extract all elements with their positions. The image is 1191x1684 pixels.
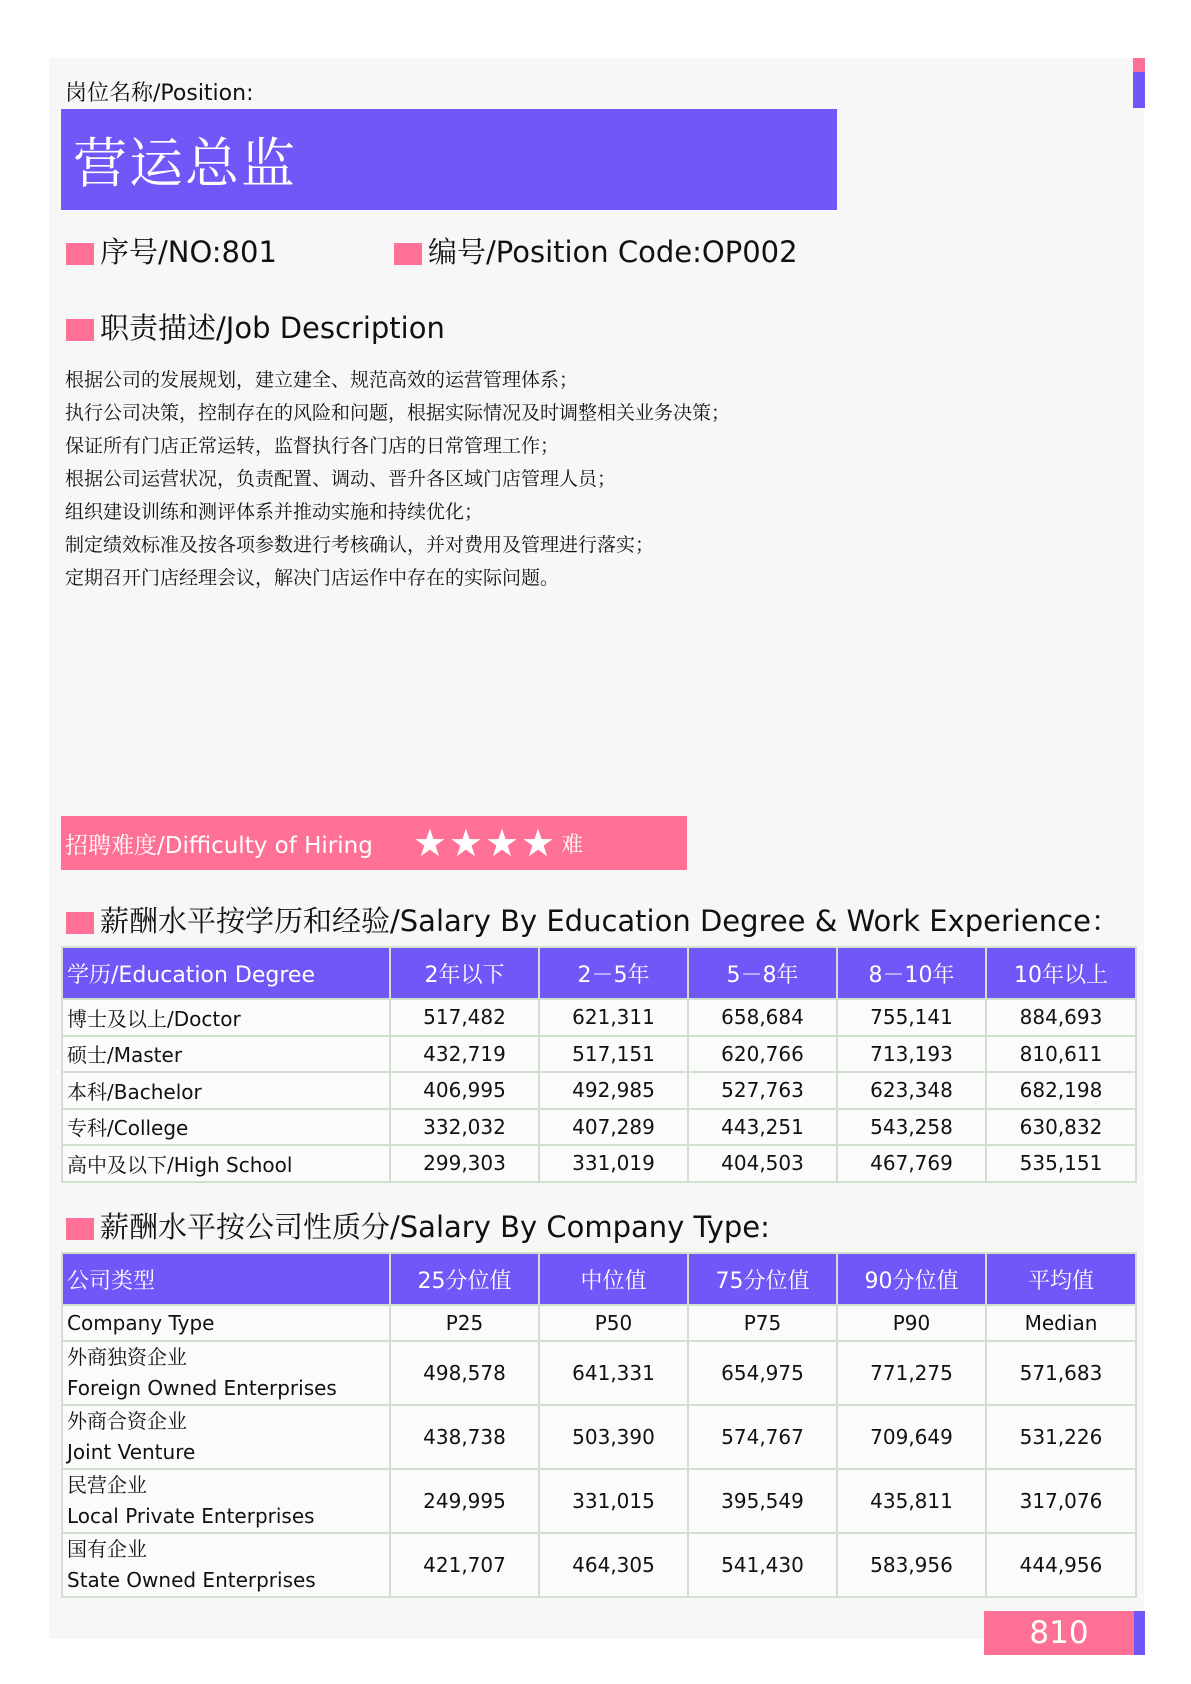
table-row	[62, 1036, 1136, 1073]
row-label: 高中及以下/High School	[62, 1145, 390, 1182]
row-label: 博士及以上/Doctor	[62, 999, 390, 1036]
salary-company-table	[61, 1252, 1137, 1598]
row-label	[62, 1469, 390, 1533]
job-description-heading-text: 职责描述/Job Description	[100, 311, 445, 345]
table-cell: 249,995	[390, 1469, 539, 1533]
table-cell: 621,311	[539, 999, 688, 1036]
job-description-line: 定期召开门店经理会议，解决门店运作中存在的实际问题。	[65, 567, 560, 589]
table-cell: 331,019	[539, 1145, 688, 1182]
column-header: 2年以下	[390, 947, 539, 999]
table-row	[62, 1145, 1136, 1182]
corner-decoration-pink	[1133, 58, 1145, 72]
table-header-row	[62, 1253, 1136, 1305]
table-row	[62, 1109, 1136, 1146]
corner-decoration-purple	[1133, 72, 1145, 108]
table-row	[62, 1405, 1136, 1469]
salary-company-heading	[66, 1205, 770, 1246]
pink-square-marker	[394, 243, 422, 265]
row-label-cn: 民营企业	[67, 1473, 147, 1497]
table-cell: 432,719	[390, 1036, 539, 1073]
job-description-line: 执行公司决策，控制存在的风险和问题，根据实际情况及时调整相关业务决策；	[65, 402, 731, 424]
pink-square-marker	[66, 319, 94, 341]
column-header: 中位值	[539, 1253, 688, 1305]
row-label	[62, 1533, 390, 1597]
row-label-en: State Owned Enterprises	[67, 1568, 316, 1592]
column-header: 平均值	[986, 1253, 1136, 1305]
job-description-list	[65, 364, 730, 595]
table-cell: 630,832	[986, 1109, 1136, 1146]
table-cell: 492,985	[539, 1072, 688, 1109]
table-cell: 464,305	[539, 1533, 688, 1597]
table-cell: 541,430	[688, 1533, 837, 1597]
row-label-cn: 外商合资企业	[67, 1409, 187, 1433]
row-label: 本科/Bachelor	[62, 1072, 390, 1109]
table-cell: 331,015	[539, 1469, 688, 1533]
table-row	[62, 999, 1136, 1036]
job-description-line: 制定绩效标准及按各项参数进行考核确认，并对费用及管理进行落实；	[65, 534, 655, 556]
position-number	[66, 230, 277, 271]
column-header: 10年以上	[986, 947, 1136, 999]
row-label-cn: 国有企业	[67, 1537, 147, 1561]
column-header: 学历/Education Degree	[62, 947, 390, 999]
table-header-row	[62, 947, 1136, 999]
subheader-cell: Company Type	[62, 1305, 390, 1341]
table-cell: 299,303	[390, 1145, 539, 1182]
table-cell: 535,151	[986, 1145, 1136, 1182]
table-cell: 443,251	[688, 1109, 837, 1146]
table-cell: 527,763	[688, 1072, 837, 1109]
page-number: 810	[984, 1611, 1134, 1655]
table-cell: 583,956	[837, 1533, 986, 1597]
table-cell: 317,076	[986, 1469, 1136, 1533]
row-label	[62, 1405, 390, 1469]
subheader-cell: P90	[837, 1305, 986, 1341]
table-subheader-row	[62, 1305, 1136, 1341]
table-cell: 654,975	[688, 1341, 837, 1405]
row-label: 硕士/Master	[62, 1036, 390, 1073]
position-number-text: 序号/NO:801	[100, 235, 277, 269]
column-header: 25分位值	[390, 1253, 539, 1305]
position-label: 岗位名称/Position:	[65, 81, 254, 106]
row-label-en: Local Private Enterprises	[67, 1504, 315, 1528]
position-code-text: 编号/Position Code:OP002	[428, 235, 798, 269]
salary-education-heading-text: 薪酬水平按学历和经验/Salary By Education Degree & Work Experience：	[100, 904, 1120, 938]
job-description-line: 保证所有门店正常运转，监督执行各门店的日常管理工作；	[65, 435, 560, 457]
table-cell: 574,767	[688, 1405, 837, 1469]
table-cell: 755,141	[837, 999, 986, 1036]
position-title: 营运总监	[73, 132, 297, 195]
position-code	[394, 230, 798, 271]
row-label	[62, 1341, 390, 1405]
column-header: 公司类型	[62, 1253, 390, 1305]
job-description-line: 根据公司的发展规划，建立建全、规范高效的运营管理体系；	[65, 369, 579, 391]
column-header: 75分位值	[688, 1253, 837, 1305]
table-cell: 444,956	[986, 1533, 1136, 1597]
table-cell: 517,151	[539, 1036, 688, 1073]
table-cell: 395,549	[688, 1469, 837, 1533]
column-header: 2－5年	[539, 947, 688, 999]
table-cell: 517,482	[390, 999, 539, 1036]
table-cell: 498,578	[390, 1341, 539, 1405]
table-cell: 884,693	[986, 999, 1136, 1036]
row-label: 专科/College	[62, 1109, 390, 1146]
row-label-cn: 外商独资企业	[67, 1345, 187, 1369]
star-rating-icon: ★★★★	[412, 821, 558, 865]
column-header: 5－8年	[688, 947, 837, 999]
table-row	[62, 1533, 1136, 1597]
hiring-difficulty-bar	[61, 816, 687, 870]
table-row	[62, 1341, 1136, 1405]
table-cell: 810,611	[986, 1036, 1136, 1073]
row-label-en: Foreign Owned Enterprises	[67, 1376, 337, 1400]
row-label-en: Joint Venture	[67, 1440, 196, 1464]
pink-square-marker	[66, 243, 94, 265]
table-row	[62, 1072, 1136, 1109]
table-cell: 658,684	[688, 999, 837, 1036]
job-description-heading	[66, 306, 445, 347]
table-cell: 620,766	[688, 1036, 837, 1073]
table-cell: 503,390	[539, 1405, 688, 1469]
subheader-cell: P75	[688, 1305, 837, 1341]
table-cell: 771,275	[837, 1341, 986, 1405]
table-cell: 641,331	[539, 1341, 688, 1405]
table-cell: 404,503	[688, 1145, 837, 1182]
hiring-difficulty-level: 难	[561, 832, 584, 858]
job-description-line: 根据公司运营状况，负责配置、调动、晋升各区域门店管理人员；	[65, 468, 617, 490]
table-cell: 421,707	[390, 1533, 539, 1597]
subheader-cell: Median	[986, 1305, 1136, 1341]
table-cell: 531,226	[986, 1405, 1136, 1469]
title-banner	[61, 109, 837, 210]
salary-education-table	[61, 946, 1137, 1183]
column-header: 90分位值	[837, 1253, 986, 1305]
table-cell: 709,649	[837, 1405, 986, 1469]
table-cell: 435,811	[837, 1469, 986, 1533]
hiring-difficulty-label: 招聘难度/Difficulty of Hiring	[65, 832, 373, 859]
table-cell: 332,032	[390, 1109, 539, 1146]
pink-square-marker	[66, 1218, 94, 1240]
salary-company-heading-text: 薪酬水平按公司性质分/Salary By Company Type:	[100, 1210, 770, 1244]
salary-education-heading	[66, 899, 1120, 940]
table-cell: 406,995	[390, 1072, 539, 1109]
table-cell: 623,348	[837, 1072, 986, 1109]
table-cell: 682,198	[986, 1072, 1136, 1109]
subheader-cell: P25	[390, 1305, 539, 1341]
table-cell: 713,193	[837, 1036, 986, 1073]
page-number-decoration	[1134, 1611, 1145, 1655]
job-description-line: 组织建设训练和测评体系并推动实施和持续优化；	[65, 501, 484, 523]
subheader-cell: P50	[539, 1305, 688, 1341]
table-cell: 543,258	[837, 1109, 986, 1146]
table-cell: 438,738	[390, 1405, 539, 1469]
table-cell: 467,769	[837, 1145, 986, 1182]
table-cell: 407,289	[539, 1109, 688, 1146]
column-header: 8－10年	[837, 947, 986, 999]
pink-square-marker	[66, 912, 94, 934]
table-row	[62, 1469, 1136, 1533]
table-cell: 571,683	[986, 1341, 1136, 1405]
